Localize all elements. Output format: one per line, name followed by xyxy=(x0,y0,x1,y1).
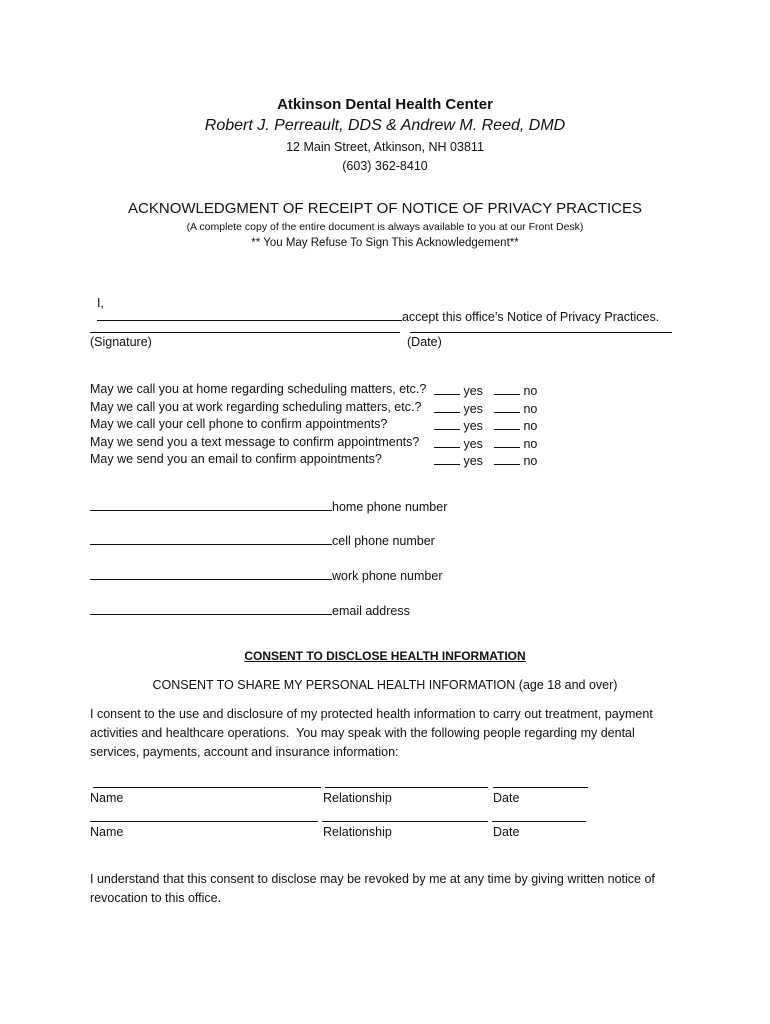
authorized-date-blank[interactable] xyxy=(493,776,588,788)
date-label: (Date) xyxy=(407,335,442,349)
yes-option[interactable] xyxy=(434,383,483,398)
ack-title: ACKNOWLEDGMENT OF RECEIPT OF NOTICE OF PRIVACY PRACTICES xyxy=(128,200,642,217)
no-blank[interactable] xyxy=(494,453,520,465)
email-field xyxy=(90,603,410,618)
no-blank[interactable] xyxy=(494,436,520,448)
no-label: no xyxy=(523,454,538,468)
yes-label: yes xyxy=(463,437,483,451)
date-label: Date xyxy=(493,825,520,839)
no-option[interactable] xyxy=(494,401,537,416)
cell-phone-field xyxy=(90,533,435,548)
yes-label: yes xyxy=(463,384,483,398)
home-phone-field xyxy=(90,499,447,514)
signature-label: (Signature) xyxy=(90,335,152,349)
name-label: Name xyxy=(90,791,124,805)
yes-blank[interactable] xyxy=(434,383,460,395)
name-label: Name xyxy=(90,825,124,839)
accept-text: accept this office’s Notice of Privacy Practices. xyxy=(401,310,660,324)
patient-name-blank[interactable] xyxy=(97,309,402,321)
ack-subtitle: (A complete copy of the entire document is always available to you at our Front Desk) xyxy=(186,221,584,233)
relationship-label: Relationship xyxy=(323,825,392,839)
consent-paragraph-line-2: activities and healthcare operations. You may speak with the following people regarding my dental xyxy=(90,726,635,740)
home-phone-label: home phone number xyxy=(332,500,448,514)
date-label: Date xyxy=(493,791,520,805)
no-label: no xyxy=(523,437,538,451)
work-phone-label: work phone number xyxy=(332,569,443,583)
yes-blank[interactable] xyxy=(434,418,460,430)
yes-label: yes xyxy=(463,419,483,433)
cell-phone-label: cell phone number xyxy=(332,534,435,548)
question-email: May we send you an email to confirm appointments? xyxy=(90,452,382,466)
home-phone-blank[interactable] xyxy=(90,499,332,511)
yes-option[interactable] xyxy=(434,418,483,433)
sign-date-blank[interactable] xyxy=(410,321,672,333)
refuse-note: ** You May Refuse To Sign This Acknowledgement** xyxy=(251,237,519,249)
authorized-date-blank[interactable] xyxy=(492,810,586,822)
no-option[interactable] xyxy=(494,453,537,468)
yes-label: yes xyxy=(463,402,483,416)
cell-phone-blank[interactable] xyxy=(90,533,332,545)
yes-option[interactable] xyxy=(434,436,483,451)
no-label: no xyxy=(523,402,538,416)
no-option[interactable] xyxy=(494,436,537,451)
yes-blank[interactable] xyxy=(434,436,460,448)
practice-name: Atkinson Dental Health Center xyxy=(277,96,493,113)
practice-phone: (603) 362-8410 xyxy=(342,159,428,173)
signature-blank[interactable] xyxy=(90,321,400,333)
work-phone-blank[interactable] xyxy=(90,568,332,580)
consent-paragraph-line-1: I consent to the use and disclosure of my protected health information to carry out treatment, payment xyxy=(90,707,653,721)
question-home: May we call you at home regarding scheduling matters, etc.? xyxy=(90,382,427,396)
yes-option[interactable] xyxy=(434,453,483,468)
authorized-relationship-blank[interactable] xyxy=(322,810,488,822)
authorized-name-blank[interactable] xyxy=(93,776,321,788)
consent-subheading: CONSENT TO SHARE MY PERSONAL HEALTH INFORMATION (age 18 and over) xyxy=(152,678,618,692)
revoke-line-2: revocation to this office. xyxy=(90,891,222,905)
no-blank[interactable] xyxy=(494,401,520,413)
question-cell: May we call your cell phone to confirm appointments? xyxy=(90,417,388,431)
authorized-relationship-blank[interactable] xyxy=(325,776,488,788)
no-blank[interactable] xyxy=(494,418,520,430)
email-label: email address xyxy=(332,604,410,618)
yes-blank[interactable] xyxy=(434,401,460,413)
revoke-line-1: I understand that this consent to disclose may be revoked by me at any time by giving written notice of xyxy=(90,872,655,886)
consent-heading: CONSENT TO DISCLOSE HEALTH INFORMATION xyxy=(244,649,526,663)
no-label: no xyxy=(523,384,538,398)
practice-address: 12 Main Street, Atkinson, NH 03811 xyxy=(286,140,484,154)
relationship-label: Relationship xyxy=(323,791,392,805)
email-blank[interactable] xyxy=(90,603,332,615)
question-text: May we send you a text message to confirm appointments? xyxy=(90,435,420,449)
authorized-name-blank[interactable] xyxy=(90,810,318,822)
yes-option[interactable] xyxy=(434,401,483,416)
no-blank[interactable] xyxy=(494,383,520,395)
yes-blank[interactable] xyxy=(434,453,460,465)
no-label: no xyxy=(523,419,538,433)
no-option[interactable] xyxy=(494,418,537,433)
no-option[interactable] xyxy=(494,383,537,398)
doctors-line: Robert J. Perreault, DDS & Andrew M. Reed, DMD xyxy=(204,117,566,134)
consent-paragraph-line-3: services, payments, account and insurance information: xyxy=(90,745,399,759)
accept-line xyxy=(90,284,659,324)
question-work: May we call you at work regarding scheduling matters, etc.? xyxy=(90,400,422,414)
i-prefix: I, xyxy=(96,295,104,310)
yes-label: yes xyxy=(463,454,483,468)
work-phone-field xyxy=(90,568,442,583)
